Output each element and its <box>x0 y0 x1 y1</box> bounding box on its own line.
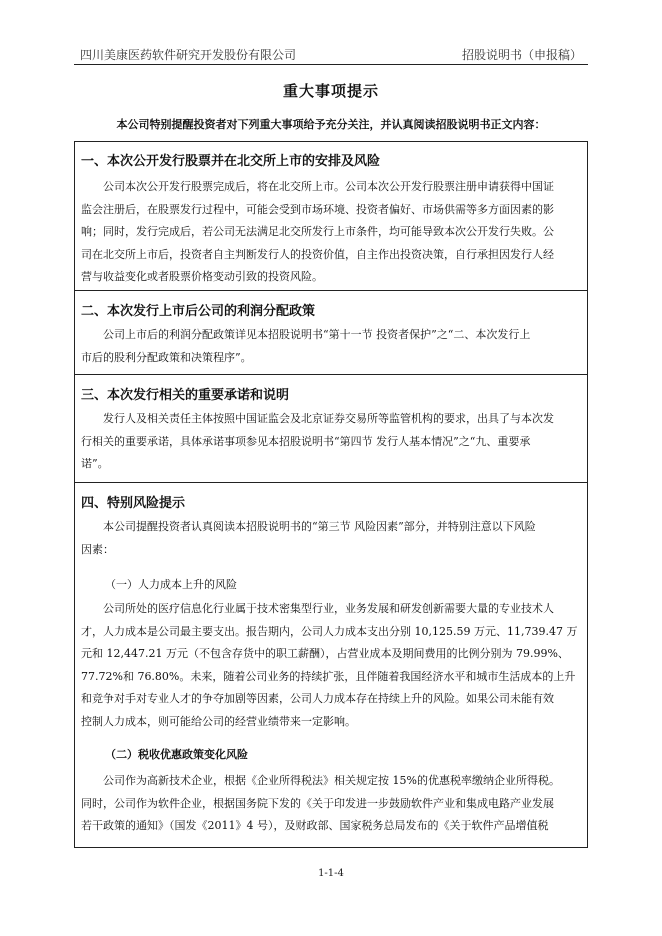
section-4-body <box>81 516 581 561</box>
section-divider <box>75 482 587 483</box>
text-line: 本公司提醒投资者认真阅读本招股说明书的“第三节 风险因素”部分，并特别注意以下风险 <box>103 520 536 533</box>
section-2-title: 二、本次发行上市后公司的利润分配政策 <box>81 304 316 319</box>
section-3-title: 三、本次发行相关的重要承诺和说明 <box>81 388 290 403</box>
intro-notice: 本公司特别提醒投资者对下列重大事项给予充分关注，并认真阅读招股说明书正文内容： <box>116 118 546 131</box>
text-line: 公司作为高新技术企业，根据《企业所得税法》相关规定按 15%的优惠税率缴纳企业所得税。 <box>103 774 560 787</box>
section-3-body <box>81 408 581 476</box>
subsection-1-body <box>81 598 581 733</box>
section-1-title: 一、本次公开发行股票并在北交所上市的安排及风险 <box>81 154 381 169</box>
section-divider <box>75 374 587 375</box>
page-number: 1-1-4 <box>318 868 344 879</box>
text-line: 发行人及相关责任主体按照中国证监会及北京证券交易所等监管机构的要求，出具了与本次发 <box>103 412 554 425</box>
text-line: 公司本次公开发行股票完成后，将在北交所上市。公司本次公开发行股票注册申请获得中国证 <box>103 180 554 193</box>
text-line: 诺”。 <box>81 457 109 470</box>
subsection-2-title: （二）税收优惠政策变化风险 <box>105 748 248 761</box>
text-line: 77.72%和 76.80%。未来，随着公司业务的持续扩张，且伴随着我国经济水平和城市生活成本的上升 <box>81 669 576 683</box>
page-header <box>74 44 588 65</box>
text-line: 控制人力成本，则可能给公司的经营业绩带来一定影响。 <box>81 714 356 728</box>
section-1-body <box>81 176 581 289</box>
section-4-title: 四、特别风险提示 <box>81 496 186 511</box>
notice-box <box>74 141 588 848</box>
text-line: 营与收益变化或者股票价格变动引致的投资风险。 <box>81 270 323 283</box>
section-2-body <box>81 324 581 369</box>
text-line: 监会注册后，在股票发行过程中，可能会受到市场环境、投资者偏好、市场供需等多方面因素的影 <box>81 202 554 216</box>
text-line: 和竞争对手对专业人才的争夺加剧等因素，公司人力成本存在持续上升的风险。如果公司未能有效 <box>81 692 554 705</box>
subsection-1-title: （一）人力成本上升的风险 <box>105 578 237 591</box>
section-divider <box>75 290 587 291</box>
text-line: 同时，公司作为软件企业，根据国务院下发的《关于印发进一步鼓励软件产业和集成电路产业发展 <box>81 796 554 810</box>
header-company: 四川美康医药软件研究开发股份有限公司 <box>80 48 297 62</box>
text-line: 才，人力成本是公司最主要支出。报告期内，公司人力成本支出分别 10,125.59 万元、11,739.47 万 <box>81 624 578 638</box>
text-line: 元和 12,447.21 万元（不包含存货中的职工薪酬），占营业成本及期间费用的比例分别为 79.99%、 <box>81 647 569 660</box>
text-line: 公司所处的医疗信息化行业属于技术密集型行业，业务发展和研发创新需要大量的专业技术人 <box>103 602 554 615</box>
page-title: 重大事项提示 <box>282 82 379 100</box>
text-line: 若干政策的通知》（国发《2011》4 号），及财政部、国家税务总局发布的《关于软件产品增值税 <box>81 819 549 832</box>
header-doc-title: 招股说明书（申报稿） <box>461 48 582 62</box>
text-line: 司在北交所上市后，投资者自主判断发行人的投资价值，自主作出投资决策，自行承担因发行人经 <box>81 247 554 261</box>
subsection-2-body <box>81 770 581 838</box>
text-line: 市后的股利分配政策和决策程序”。 <box>81 350 252 364</box>
text-line: 因素： <box>81 542 114 556</box>
text-line: 公司上市后的利润分配政策详见本招股说明书“第十一节 投资者保护”之“二、本次发行上 <box>103 328 531 341</box>
text-line: 行相关的重要承诺，具体承诺事项参见本招股说明书“第四节 发行人基本情况”之“九、重要承 <box>81 434 531 448</box>
text-line: 响；同时，发行完成后，若公司无法满足北交所发行上市条件，均可能导致本次公开发行失败。公 <box>81 225 554 238</box>
